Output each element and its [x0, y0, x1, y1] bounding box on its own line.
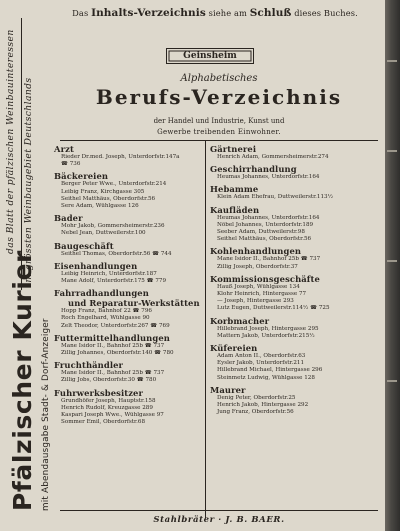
directory-entry: Nebel Jean, Duttweilerstr.100 [61, 230, 146, 237]
directory-section [54, 171, 202, 210]
directory-entry: Denig Peter, Oberdorfstr.25 [217, 394, 296, 401]
edge-mark [387, 260, 397, 262]
section-heading: Fuhrwerksbesitzer [54, 387, 144, 398]
directory-entry: Mattern Jakob, Unterdorfstr.215½ [217, 332, 315, 339]
directory-entry: Henrich Adam, Gommersheimerstr.274 [217, 154, 329, 160]
directory-entry: Zillig Joseph, Oberdorfstr.37 [217, 263, 298, 270]
section-heading: Arzt [54, 144, 74, 154]
directory-entry: Kaspari Joseph Wwe., Wühlgasse 97 [61, 412, 164, 419]
section-heading: Bäckereien [54, 171, 109, 182]
section-heading: Küfereien [210, 343, 258, 354]
directory-section [54, 333, 202, 357]
directory-section [54, 288, 202, 330]
section-heading: Kohlenhandlungen [210, 246, 302, 257]
directory-entry: Roch Engelhard, Wühlgasse 90 [61, 315, 150, 322]
directory-entry: Heumas Johannes, Unterdorfstr.164 [217, 214, 320, 221]
directory-section [210, 385, 380, 417]
directory-section [54, 360, 202, 384]
masthead-slogan-line2: im grössten Weinbaugebiet Deutschlands [23, 77, 34, 286]
directory-entry: Zillig Jobs, Oberdorfstr.30 ☎ 780 [61, 377, 157, 384]
section-heading: Baugeschäft [54, 240, 114, 251]
directory-section [210, 274, 380, 313]
directory-section [210, 144, 380, 161]
directory-entry: Nöbel Johannes, Unterdorfstr.189 [217, 221, 314, 228]
directory-entry: ☎ 736 [61, 161, 81, 168]
directory-entry: Leibig Heinrich, Unterdorfstr.187 [61, 270, 157, 277]
directory-entry: Hauß Joseph, Wühlgasse 134 [217, 283, 300, 290]
directory-section [54, 144, 202, 168]
directory-section [54, 241, 202, 258]
directory-section [210, 164, 380, 181]
directory-section [54, 261, 202, 285]
directory-entry: Sere Adam, Wühlgasse 126 [61, 203, 139, 210]
directory-entry: Steinmetz Ludwig, Wühlgasse 128 [217, 374, 315, 381]
directory-section [210, 343, 380, 382]
directory-entry: Klein Adam Ehefrau, Duttweilerstr.113½ [217, 194, 334, 201]
column-divider [205, 141, 206, 518]
directory-section [210, 246, 380, 270]
right-column [210, 144, 380, 419]
masthead-slogan-line1: das Blatt der pfälzischen Weinbauinteressen [5, 29, 16, 254]
directory-entry: Hopp Franz, Bahnhof 22 ☎ 796 [61, 308, 152, 315]
left-column [54, 144, 202, 429]
edge-mark [387, 380, 397, 382]
section-heading: Fruchthändler [54, 360, 124, 371]
directory-entry: Henrich Jakob, Hintergasse 292 [217, 402, 309, 409]
directory-entry: Zelt Theodor, Unterdorfstr.267 ☎ 769 [61, 322, 170, 329]
directory-main [54, 20, 378, 510]
town-name-box: Geinsheim [166, 48, 254, 64]
directory-entry: Henrich Rudolf, Kreuzgasse 289 [61, 404, 153, 411]
directory-entry: Mane Isidor II., Bahnhof 25b ☎ 737 [61, 370, 165, 377]
header-subtitle-line2: Gewerbe treibenden Einwohner. [157, 128, 281, 136]
section-heading: Kaufläden [210, 204, 260, 215]
header-subtitle-line1: der Handel und Industrie, Kunst und [153, 117, 285, 125]
directory-entry: Adam Anton II., Oberdorfstr.63 [217, 353, 306, 360]
directory-entry: Seithel Thomas, Oberdorfstr.56 ☎ 744 [61, 250, 172, 257]
directory-entry: Sommer Emil, Oberdorfstr.68 [61, 419, 146, 426]
section-heading: Fahrradhandlungen [54, 288, 149, 299]
edge-mark [387, 150, 397, 152]
section-heading: Eisenhandlungen [54, 260, 138, 271]
directory-entry: Grundhöfer Joseph, Hauptstr.158 [61, 397, 156, 404]
directory-section [54, 388, 202, 427]
directory-entry: Zillig Johannes, Oberdorfstr.140 ☎ 780 [61, 350, 174, 357]
section-heading: Futtermittelhandlungen [54, 332, 170, 343]
section-heading-continuation: und Reparatur-Werkstätten [68, 298, 200, 309]
directory-entry: Mane Adolf, Unterdorfstr.175 ☎ 779 [61, 278, 167, 285]
directory-section [54, 213, 202, 237]
directory-entry: Mohr Jakob, Gommersheimerstr.236 [61, 223, 165, 230]
directory-entry: Seithel Matthäus, Oberdorfstr.56 [217, 236, 312, 243]
directory-entry: Heumas Johannes, Unterdorfstr.164 [217, 174, 320, 181]
directory-entry: Seithel Matthäus, Oberdorfstr.56 [61, 195, 156, 202]
directory-section [210, 316, 380, 340]
section-heading: Gärtnerei [210, 144, 257, 154]
masthead-title: Pfälzischer Kurier [8, 250, 37, 511]
directory-section [210, 205, 380, 244]
directory-entry: Mane Isidor II., Bahnhof 25b ☎ 737 [217, 256, 321, 263]
directory-entry: Rieder Dr.med. Joseph, Unterdorfstr.147a [61, 154, 180, 160]
directory-entry: Berger Peter Wwe., Unterdorfstr.214 [61, 181, 167, 188]
title-divider [60, 140, 378, 141]
page-title: Berufs-Verzeichnis [95, 85, 343, 109]
edge-mark [387, 60, 397, 62]
section-heading: Kommissionsgeschäfte [210, 273, 320, 284]
directory-entry: Eysler Jakob, Unterdorfstr.211 [217, 360, 305, 367]
footer-advertisement: Stahlbräter · J. B. BAER. [153, 515, 285, 525]
section-heading: Maurer [210, 384, 246, 395]
index-notice: Das Inhalts-Verzeichnis siehe am Schluß dieses Buches. [72, 7, 358, 19]
newspaper-masthead [3, 18, 58, 513]
section-heading: Bader [54, 213, 83, 224]
directory-entry: Jung Franz, Oberdorfstr.56 [217, 409, 294, 416]
directory-entry: Mane Isidor II., Bahnhof 25b ☎ 737 [61, 342, 165, 349]
footer-divider [60, 510, 378, 511]
directory-entry: Hillebrand Joseph, Hintergasse 295 [217, 325, 319, 332]
header-subtitle-top: Alphabetisches [180, 73, 258, 84]
directory-entry: Hillebrand Michael, Hintergasse 296 [217, 367, 323, 374]
adjacent-page-edge [385, 0, 400, 531]
directory-entry: — Joseph, Hintergasse 293 [217, 298, 294, 305]
directory-entry: Lutz Eugen, Duttweilerstr.114½ ☎ 725 [217, 305, 330, 312]
section-heading: Korbmacher [210, 315, 270, 326]
directory-entry: Leibig Franz, Kirchgasse 305 [61, 188, 145, 195]
section-heading: Hebamme [210, 184, 259, 195]
directory-entry: Seeber Adam, Duttweilerstr.98 [217, 229, 305, 236]
directory-entry: Klohr Heinrich, Hintergasse 77 [217, 291, 307, 298]
section-heading: Geschirrhandlung [210, 164, 297, 175]
masthead-subtitle: mit Abendausgabe Stadt- & Dorf-Anzeiger [41, 318, 51, 511]
directory-section [210, 184, 380, 201]
